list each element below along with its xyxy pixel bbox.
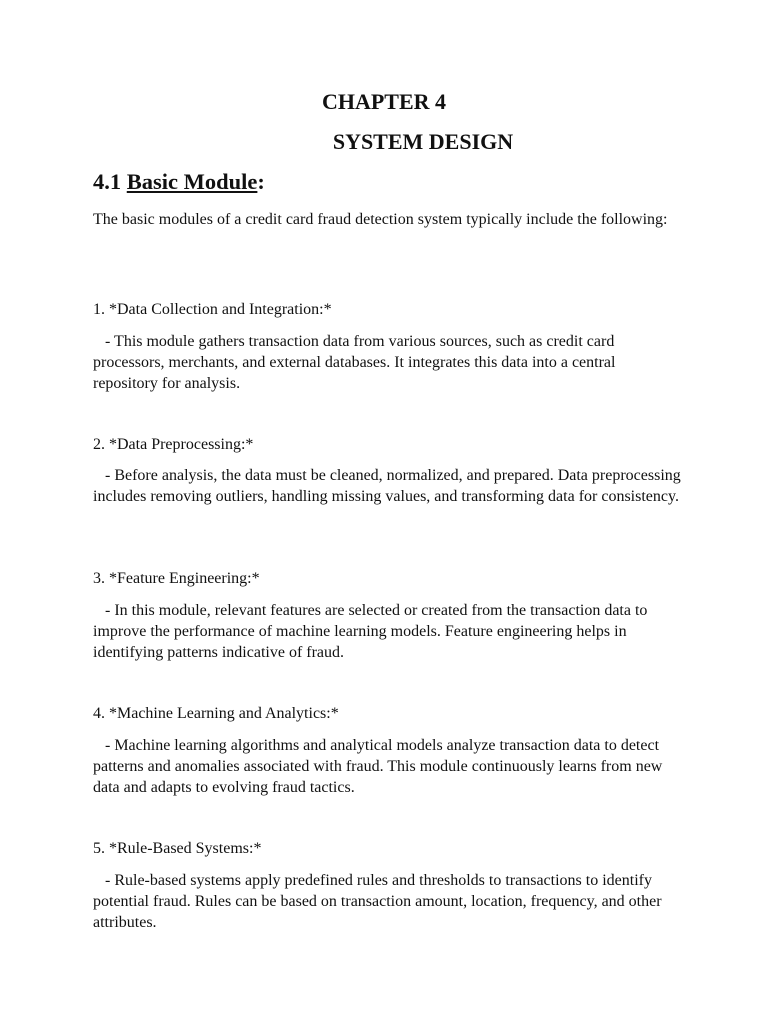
section-number: 4.1 (93, 169, 127, 194)
intro-paragraph: The basic modules of a credit card fraud detection system typically include the following: (93, 211, 668, 228)
module-body-4: - Machine learning algorithms and analytical models analyze transaction data to detect patterns and anomalies associated with fraud. This module continuously learns from new data and adapts to evolving fraud tactics. (93, 737, 667, 796)
module-heading-3: 3. *Feature Engineering:* (93, 570, 260, 587)
section-name: Basic Module (126, 169, 258, 194)
section-colon: : (257, 169, 265, 194)
module-heading-4: 4. *Machine Learning and Analytics:* (93, 705, 339, 722)
module-body-2: - Before analysis, the data must be cleaned, normalized, and prepared. Data preprocessing includes removing outliers, handling missing values, and transforming data for consistency. (93, 467, 685, 505)
module-body-1: - This module gathers transaction data from various sources, such as credit card processors, merchants, and external databases. It integrates this data into a central repository for analysis. (93, 333, 620, 392)
module-body-5: - Rule-based systems apply predefined rules and thresholds to transactions to identify potential fraud. Rules can be based on transaction amount, location, frequency, and other attributes. (93, 872, 666, 931)
chapter-heading: CHAPTER 4 (321, 89, 447, 114)
module-heading-2: 2. *Data Preprocessing:* (93, 436, 254, 453)
section-heading (93, 168, 265, 196)
module-heading-1: 1. *Data Collection and Integration:* (93, 301, 332, 318)
module-body-3: - In this module, relevant features are selected or created from the transaction data to improve the performance of machine learning models. Feature engineering helps in identifying patterns indicative of fraud. (93, 602, 652, 661)
chapter-title: SYSTEM DESIGN (332, 129, 514, 154)
module-heading-5: 5. *Rule-Based Systems:* (93, 840, 262, 857)
